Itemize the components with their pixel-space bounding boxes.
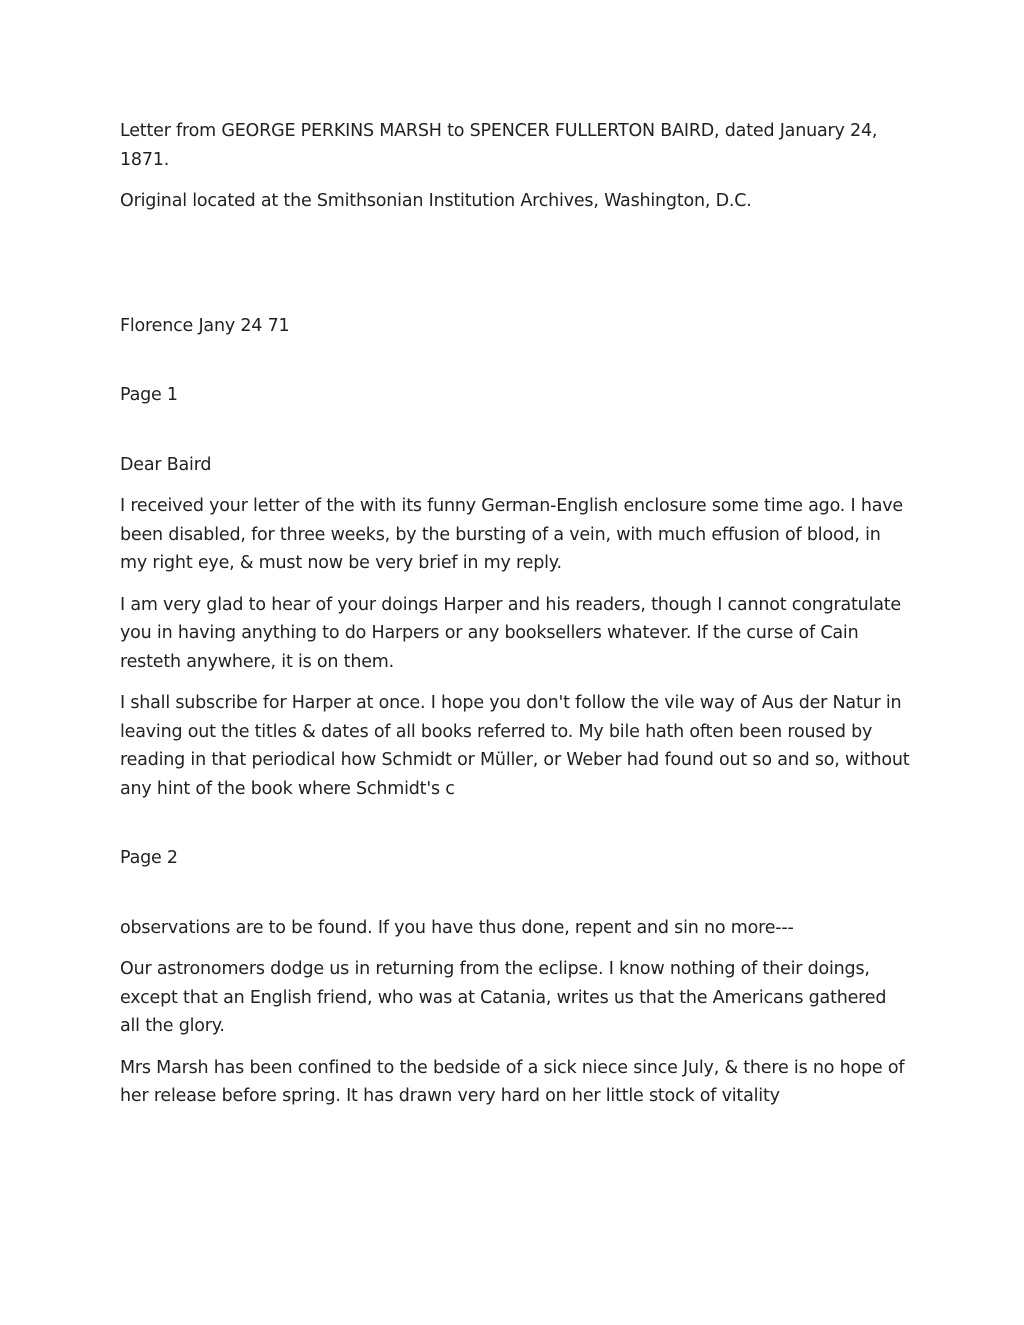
spacer bbox=[120, 423, 910, 451]
spacer bbox=[120, 229, 910, 312]
dateline: Florence Jany 24 71 bbox=[120, 315, 290, 336]
spacer bbox=[120, 353, 910, 381]
letter-paragraph: I received your letter of the with its funny German-English enclosure some time ago. I have been disabled, for three weeks, by the bursting of a vein, with much effusion of blood, in my right eye, & must now be very brief in my reply. bbox=[120, 496, 903, 573]
spacer bbox=[120, 816, 910, 844]
spacer bbox=[120, 886, 910, 914]
page-label-1: Page 1 bbox=[120, 385, 178, 405]
letter-paragraph: observations are to be found. If you have thus done, repent and sin no more--- bbox=[120, 917, 794, 938]
letter-paragraph: I shall subscribe for Harper at once. I hope you don't follow the vile way of Aus der Natur in leaving out the titles & dates of all books referred to. My bile hath often been roused by reading in that periodical how Schmidt or Müller, or Weber had found out so and so, without any hint of the book where Schmidt's c bbox=[120, 693, 910, 799]
document-page bbox=[120, 117, 910, 1124]
source-note: Original located at the Smithsonian Institution Archives, Washington, D.C. bbox=[120, 191, 752, 211]
document-title: Letter from GEORGE PERKINS MARSH to SPENCER FULLERTON BAIRD, dated January 24, 1871. bbox=[120, 121, 878, 170]
letter-paragraph: I am very glad to hear of your doings Harper and his readers, though I cannot congratulate you in having anything to do Harpers or any booksellers whatever. If the curse of Cain resteth anywhere, it is on them. bbox=[120, 594, 901, 672]
page-label-2: Page 2 bbox=[120, 848, 178, 868]
salutation: Dear Baird bbox=[120, 454, 212, 475]
letter-paragraph: Our astronomers dodge us in returning from the eclipse. I know nothing of their doings, except that an English friend, who was at Catania, writes us that the Americans gathered all the glory. bbox=[120, 959, 887, 1036]
letter-paragraph: Mrs Marsh has been confined to the bedside of a sick niece since July, & there is no hope of her release before spring. It has drawn very hard on her little stock of vitality bbox=[120, 1057, 905, 1106]
